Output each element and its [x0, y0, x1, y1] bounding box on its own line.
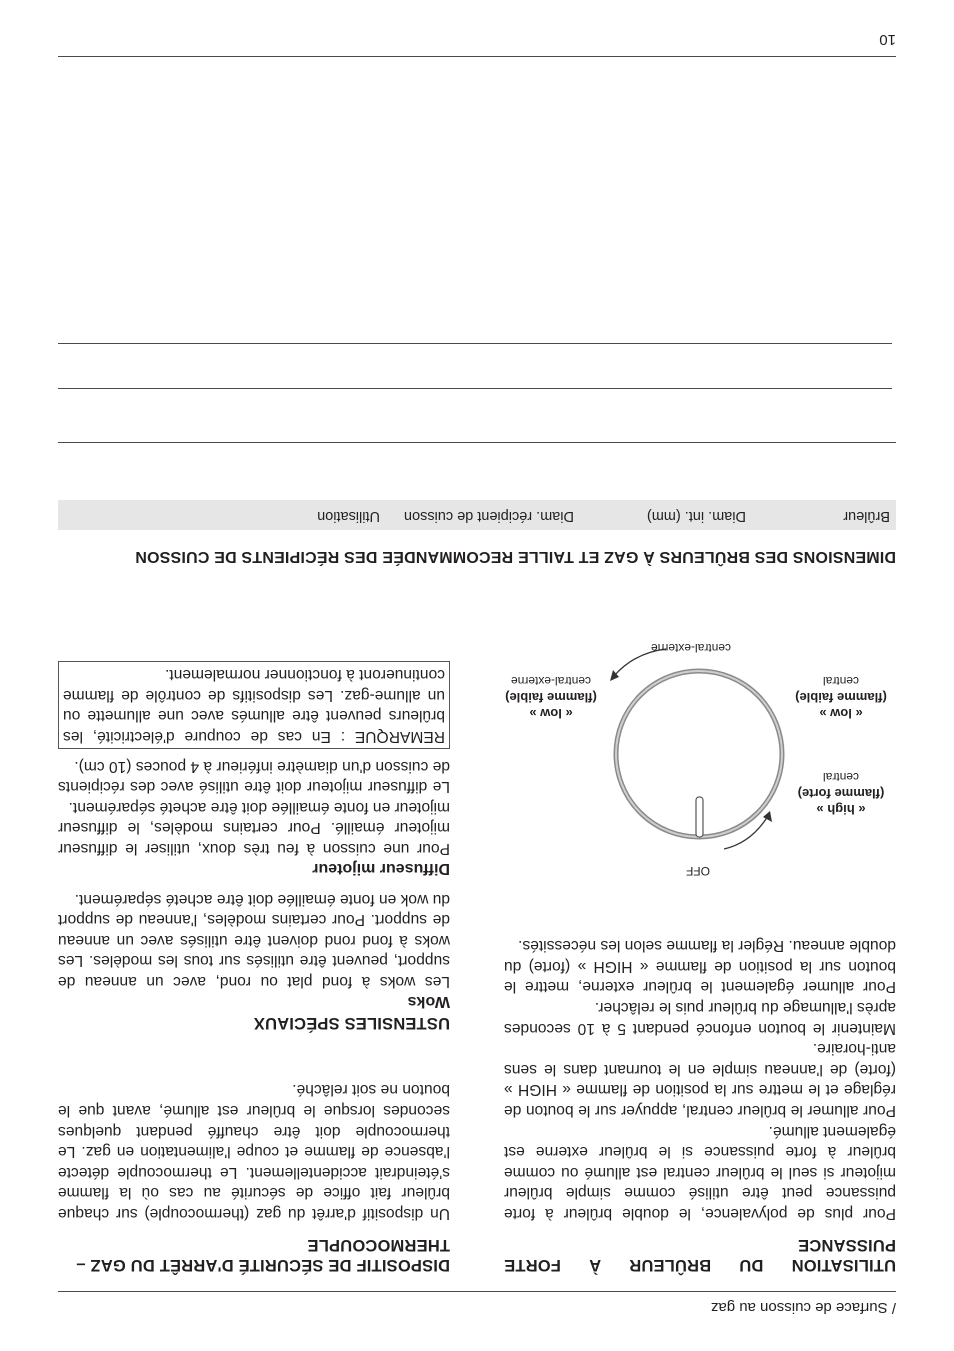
dial-low-ext-title: « low »: [529, 706, 573, 721]
dial-low-central-title: « low »: [819, 706, 863, 721]
burner-paragraph-1: Pour plus de polyvalence, le double brûleur à forte puissance peut être utilisé comme simple brûleur mijoteur si seul le brûleur central est allumé ou comme brûleur à forte puissance si le brûleur externe est également allumé.: [504, 1122, 896, 1222]
burner-paragraph-2: Pour allumer le brûleur central, appuyer sur le bouton de réglage et le mettre sur la position de flamme « HIGH » (forte) de l'anneau simple en le tournant dans le sens anti-horaire.: [504, 1040, 896, 1120]
page-number: 10: [879, 31, 896, 48]
column-header-inner-diameter: Diam. int. (mm): [646, 508, 746, 524]
woks-title: Woks: [407, 993, 450, 1010]
dial-low-ext-zone: central-externe: [510, 674, 592, 688]
dial-ext-zone-label: central-externe: [650, 641, 732, 655]
table-row-rule-3: [58, 343, 892, 344]
section-safety: [58, 1079, 450, 1275]
column-header-burner: Brûleur: [843, 508, 890, 524]
page-header: [711, 1299, 896, 1316]
section-safety-title: DISPOSITIF DE SÉCURITÉ D'ARRÊT DU GAZ – THERMOCOUPLE: [76, 1236, 450, 1274]
dimensions-table-header: [58, 500, 896, 530]
table-row-rule-1: [58, 442, 896, 443]
dial-off-label: OFF: [686, 864, 710, 878]
woks-paragraph: Les woks à fond plat ou rond, avec un anneau de support, peuvent être utilisés sur tous les modèles. Les woks à fond rond doivent être utilisés avec un anneau de support. Pour certains modèles, l'anneau de support du wok en fonte émaillée doit être acheté séparément.: [58, 890, 450, 990]
burner-knob-diagram: [504, 631, 896, 901]
section-utensils: [58, 661, 450, 1033]
burner-paragraph-3: Maintenir le bouton enfoncé pendant 5 à 10 secondes après l'allumage du brûleur puis le relâcher.: [504, 999, 896, 1037]
column-header-pan-diameter: Diam. récipient de cuisson: [403, 508, 574, 524]
diffuser-paragraph-1: Pour une cuisson à feu très doux, utiliser le diffuseur mijoteur émaillé. Pour certains modèles, le diffuseur mijoteur en fonte émaillée doit être acheté séparément.: [58, 798, 450, 858]
section-burner-body: [504, 935, 896, 1223]
dial-low-ext-sub: (flamme faible): [505, 690, 597, 705]
header-rule: [58, 1291, 896, 1292]
dimensions-title: DIMENSIONS DES BRÛLEURS À GAZ ET TAILLE RECOMMANDÉE DES RÉCIPIENTS DE CUISSON: [135, 548, 896, 565]
column-header-usage: Utilisation: [317, 508, 380, 524]
dial-low-central-sub: (flamme faible): [795, 690, 887, 705]
burner-paragraph-4: Pour allumer également le brûleur externe, mettre le bouton sur la position de flamme « HIGH » (forte) du double anneau. Régler la flamme selon les nécessités.: [504, 937, 896, 996]
diffuser-paragraph-2: Le diffuseur mijoteur doit être utilisé avec des récipients de cuisson d'un diamètre inférieur à 4 pouces (10 cm).: [58, 757, 450, 796]
dial-high-zone: central: [822, 770, 860, 784]
dial-low-ext-label: [496, 673, 606, 721]
dial-low-central-label: [786, 673, 896, 721]
section-burner: [504, 935, 896, 1275]
safety-paragraph: Un dispositif d'arrêt du gaz (thermocouple) sur chaque brûleur fait office de sécurité au cas où la flamme s'éteindrait accidentellement. Le thermocouple détecte l'absence de flamme et coupe l'alimentation en gaz. Le thermocouple doit être chauffé pendant quelques secondes lorsque le brûleur est allumé, avant que le bouton ne soit relâché.: [58, 1081, 450, 1222]
dial-high-title: « high »: [816, 802, 866, 817]
footer-rule: [58, 56, 896, 57]
dial-high-sub: (flamme forte): [797, 786, 885, 801]
header-breadcrumb: Surface de cuisson au gaz: [710, 1299, 888, 1316]
knob-pointer: [696, 797, 703, 837]
diffuser-title: Diffuseur mijoteur: [312, 860, 450, 878]
dial-low-central-zone: central: [822, 674, 860, 688]
dial-high-label: [786, 769, 896, 817]
section-utensils-title: USTENSILES SPÉCIAUX: [253, 1014, 450, 1032]
table-row-rule-2: [58, 388, 892, 389]
power-outage-note: REMARQUE : En cas de coupure d'électricité, les brûleurs peuvent être allumés avec une allumette ou un allume-gaz. Les dispositifs de contrôle de flamme continueront à fonctionner normalement.: [58, 661, 450, 749]
knob-drawing: [504, 631, 896, 901]
header-separator: /: [891, 1299, 896, 1316]
section-burner-title: UTILISATION DU BRÛLEUR À FORTE PUISSANCE: [504, 1236, 896, 1274]
